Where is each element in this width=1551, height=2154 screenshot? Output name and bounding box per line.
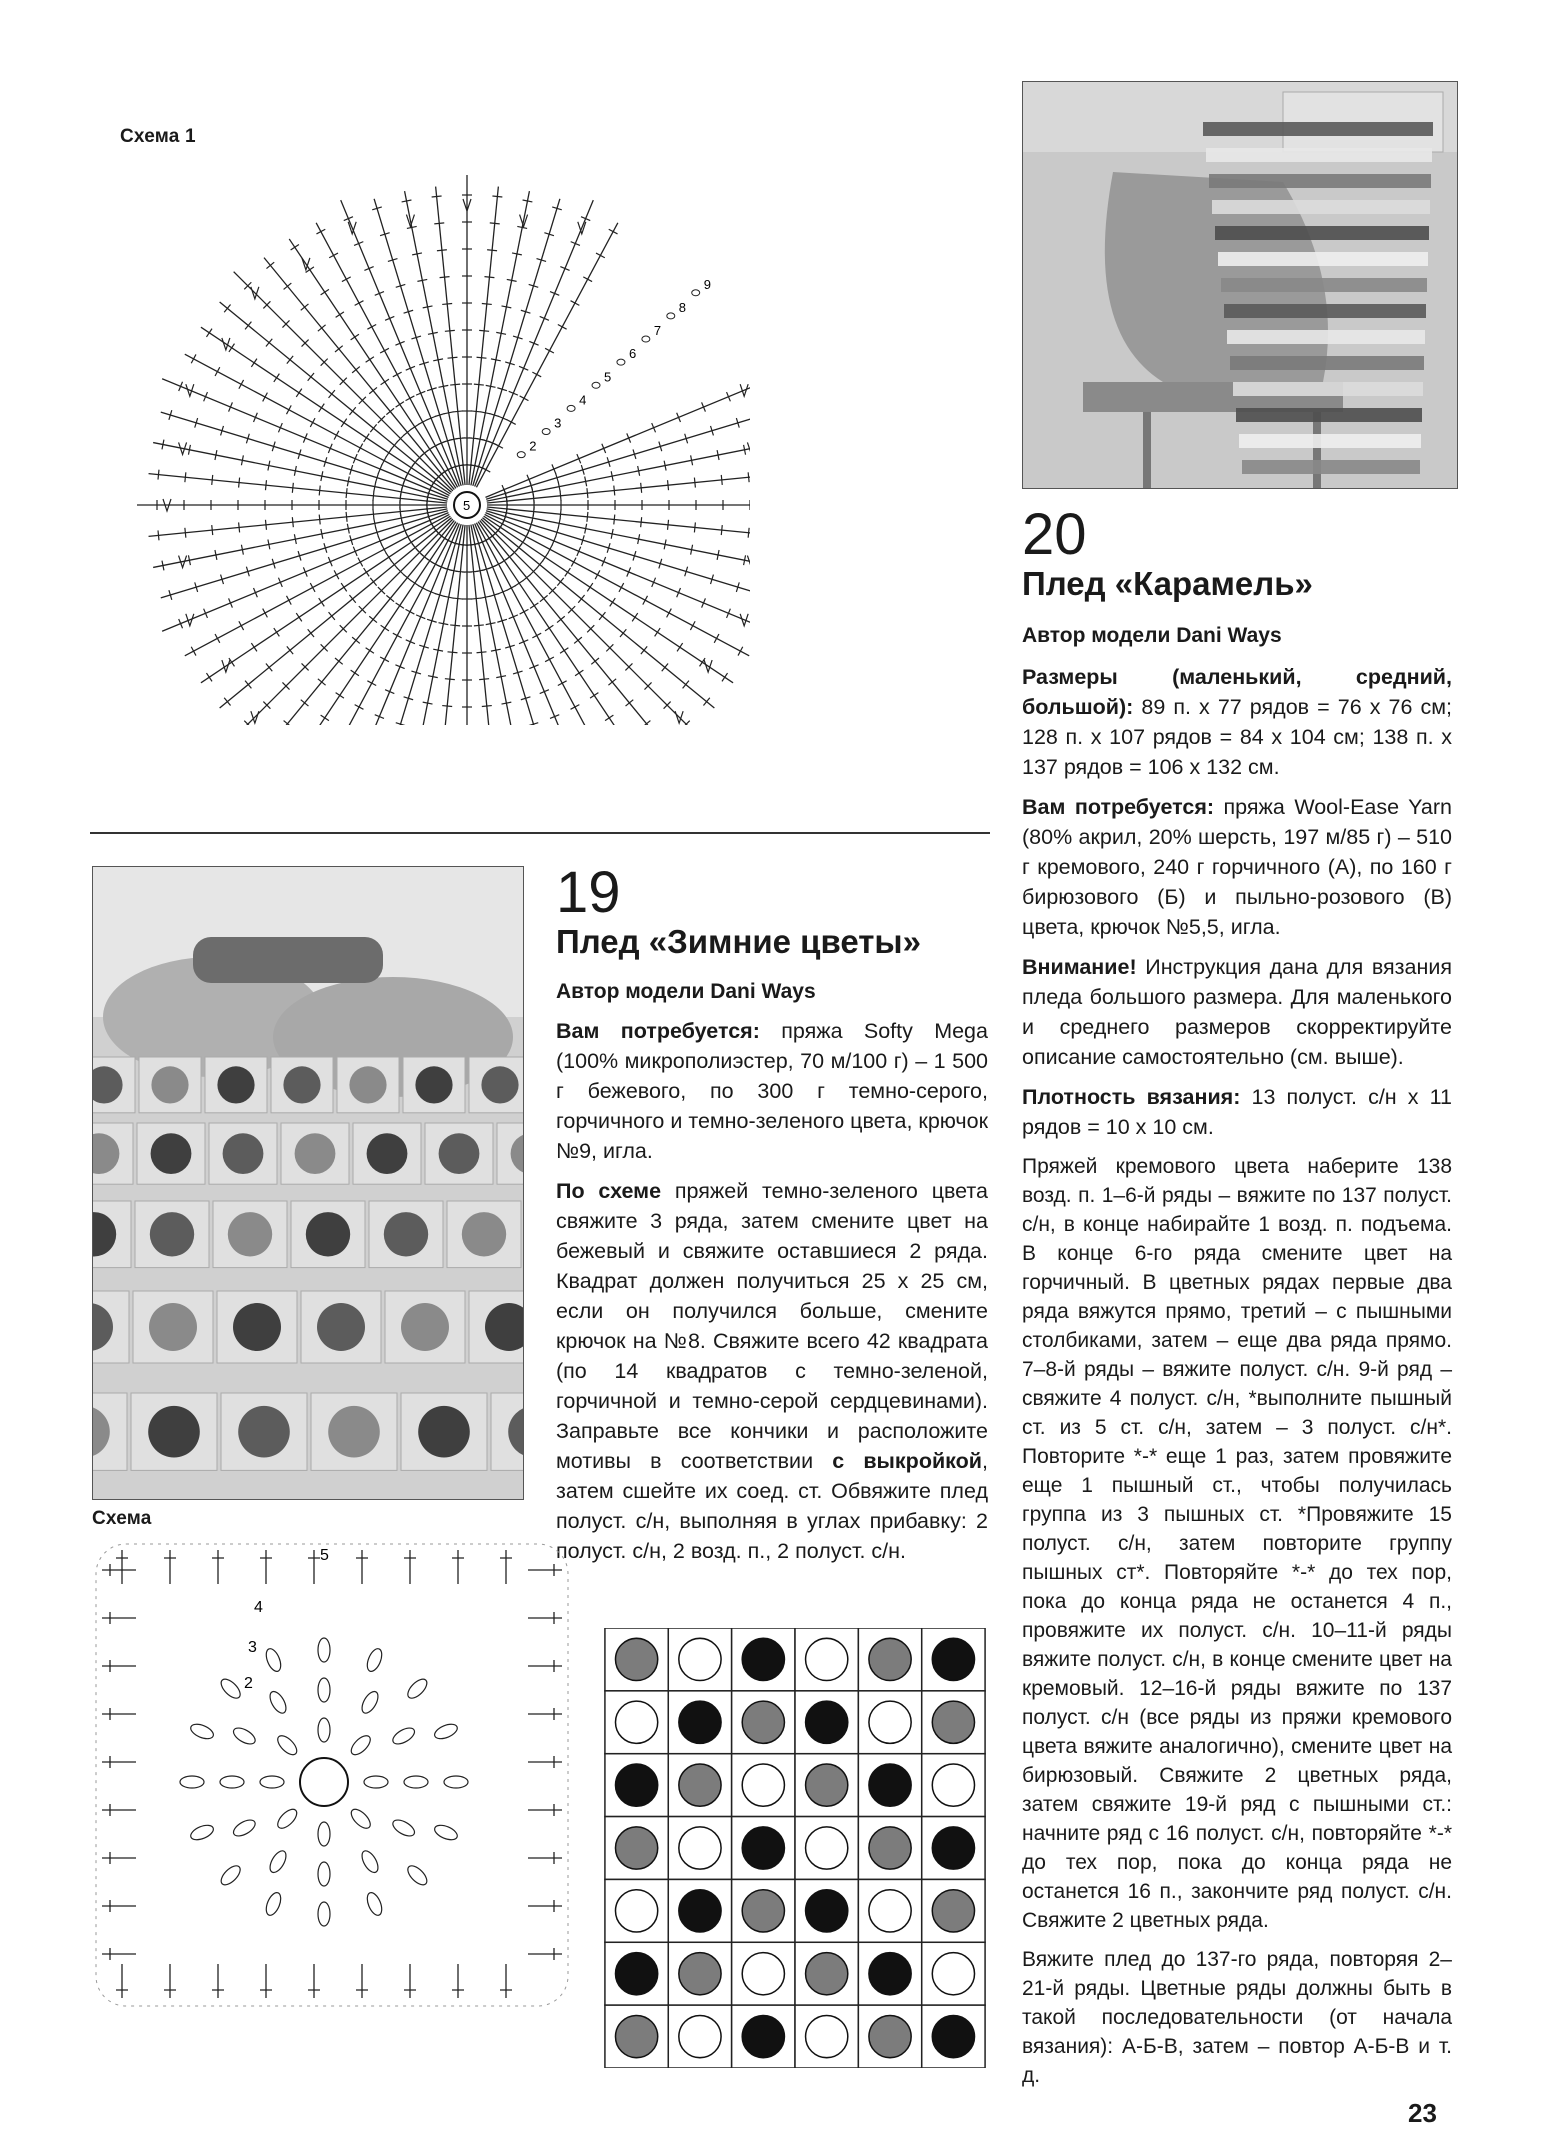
pattern20-density: Плотность вязания: 13 полуст. с/н х 11 рядов = 10 х 10 см. — [1022, 1085, 1452, 1139]
puff-stitch — [275, 1806, 300, 1831]
color-dot — [806, 1827, 848, 1869]
color-dot — [679, 1764, 721, 1806]
scheme1-diagram — [90, 60, 750, 725]
pattern19-author: Автор модели Dani Ways — [556, 980, 816, 1003]
spoke — [264, 520, 454, 725]
puff-stitch — [218, 1863, 243, 1888]
color-dot — [679, 1827, 721, 1869]
spoke — [185, 354, 450, 495]
pattern20-number: 20 — [1022, 502, 1087, 567]
photo-blanket-winter-flowers — [92, 866, 524, 1500]
color-dot — [869, 1890, 911, 1932]
puff-stitch — [231, 1725, 258, 1747]
spoke — [374, 199, 461, 486]
photo-blanket-caramel — [1022, 81, 1458, 489]
puff-stitch — [433, 1822, 460, 1842]
puff-stitch — [263, 1647, 283, 1674]
color-dot — [806, 1890, 848, 1932]
puff-stitch — [220, 1776, 244, 1788]
puff-stitch — [318, 1678, 330, 1702]
color-dot — [932, 1638, 974, 1680]
puff-stitch — [348, 1733, 373, 1758]
pattern19-body — [556, 1016, 988, 1576]
puff-stitch — [364, 1891, 384, 1918]
ring-number: 5 — [604, 369, 612, 385]
puff-stitch — [364, 1776, 388, 1788]
row-number: 3 — [248, 1639, 257, 1656]
spoke — [161, 412, 448, 499]
puff-stitch — [404, 1776, 428, 1788]
ring-number: 2 — [529, 438, 537, 454]
puff-stitch — [189, 1822, 216, 1842]
color-dot — [932, 1827, 974, 1869]
puff-stitch — [318, 1638, 330, 1662]
color-dot — [742, 2015, 784, 2057]
pattern20-sizes: Размеры (маленький, средний, большой): 89 п. х 77 рядов = 76 х 76 см; 128 п. х 107 рядов = 84 х 104 см; 138 п. х 137 рядов = 106 х 132 см. — [1022, 665, 1452, 779]
color-dot — [869, 1638, 911, 1680]
spoke — [487, 507, 750, 536]
spoke — [485, 514, 750, 655]
pattern20-instructions: Пряжей кремового цвета наберите 138 возд. п. 1–6-й ряды – вяжите по 137 полуст. с/н, в конце набирайте 1 возд. п. подъема. В конце 6-го ряда смените цвет на горчичный. В цветных рядах первые два ряда вяжутся прямо, третий – с пышными столбиками, затем – еще два ряда прямо. 7–8-й ряды – вяжите полуст. с/н. 9-й ряд – свяжите 4 полуст. с/н, *выполните пышный ст. из 5 ст. с/н, затем – 3 полуст. с/н*. Повторите *-* еще 1 раз, затем провяжите еще 1 пышный ст., чтобы получилась группа из 3 пышных ст. *Провяжите 15 полуст. с/н, затем повторите группу пышных ст*. Повторяйте *-* до тех пор, пока до конца ряда не останется 4 п., провяжите их полуст. с/н. 10–11-й ряды вяжите полуст. с/н, в конце смените цвет на кремовый. 12–16-й ряды вяжите по 137 полуст. с/н (все ряды из пряжи кремового цвета вяжите аналогично), смените цвет на бирюзовый. Свяжите 2 цветных ряда, затем свяжите 19-й ряд с пышными ст.: начните ряд с 16 полуст. с/н, повторяйте *-* до тех пор, пока до конца ряда не останется 16 п., закончите ряд полуст. с/н. Свяжите 2 цветных ряда. — [1022, 1155, 1452, 1932]
puff-stitch — [405, 1863, 430, 1888]
ring-number: 8 — [678, 299, 687, 315]
ring-number: 4 — [579, 392, 587, 408]
color-dot — [615, 1890, 657, 1932]
spoke — [234, 519, 453, 725]
spoke — [220, 518, 452, 708]
pattern20-title: Плед «Карамель» — [1022, 565, 1313, 602]
spoke — [220, 302, 452, 492]
color-dot — [869, 2015, 911, 2057]
pattern19-materials: Вам потребуется: пряжа Softy Mega (100% микрополиэстер, 70 м/100 г) – 1 500 г бежевого, по 300 г темно-серого, горчичного и темно-зеленого цвета, крючок №9, игла. — [556, 1019, 988, 1163]
puff-stitch — [275, 1733, 300, 1758]
color-dot — [806, 1638, 848, 1680]
puff-stitch — [318, 1862, 330, 1886]
puff-stitch — [267, 1848, 289, 1875]
color-dot — [806, 2015, 848, 2057]
pattern20-body — [1022, 662, 1452, 2100]
color-dot — [869, 1827, 911, 1869]
puff-stitch — [359, 1848, 381, 1875]
puff-stitch — [405, 1676, 430, 1701]
spoke — [487, 474, 750, 503]
puff-stitch — [231, 1817, 258, 1839]
color-dot — [679, 1890, 721, 1932]
color-dot — [806, 1701, 848, 1743]
spoke — [480, 520, 670, 725]
motif-center — [300, 1758, 348, 1806]
ring-number: 7 — [653, 323, 662, 339]
color-dot — [615, 2015, 657, 2057]
spoke — [185, 514, 450, 655]
pattern19-title: Плед «Зимние цветы» — [556, 923, 921, 960]
pattern19-instructions: По схеме пряжей темно-зеленого цвета свяжите 3 ряда, затем смените цвет на бежевый и свяжите оставшиеся 2 ряда. Квадрат должен получиться 25 х 25 см, если он получился больше, смените крючок на №8. Свяжите всего 42 квадрата (по 14 квадратов с темно-зеленой, горчичной и темно-серой сердцевинами). Заправьте все кончики и расположите мотивы в соответствии с выкройкой, затем сшейте их соед. ст. Обвяжите плед полуст. с/н, выполняя в углах прибавку: 2 полуст. с/н, 2 возд. п., 2 полуст. с/н. — [556, 1179, 988, 1563]
puff-stitch — [180, 1776, 204, 1788]
spoke — [482, 518, 714, 708]
color-dot — [932, 1953, 974, 1995]
scheme2-label: Схема — [92, 1508, 152, 1529]
row-number: 2 — [244, 1675, 253, 1692]
ring-number: 5 — [463, 498, 471, 513]
spoke — [487, 509, 750, 568]
puff-stitch — [260, 1776, 284, 1788]
color-dot — [806, 1764, 848, 1806]
color-dot — [932, 1701, 974, 1743]
scheme1-label: Схема 1 — [120, 126, 196, 147]
color-dot — [615, 1953, 657, 1995]
ring-number: 3 — [554, 415, 562, 431]
color-dot — [742, 1638, 784, 1680]
color-dot — [679, 2015, 721, 2057]
color-dot — [869, 1953, 911, 1995]
color-dot — [615, 1638, 657, 1680]
spoke — [473, 199, 560, 486]
puff-stitch — [364, 1647, 384, 1674]
puff-stitch — [318, 1718, 330, 1742]
puff-stitch — [433, 1721, 460, 1741]
pattern20-author: Автор модели Dani Ways — [1022, 624, 1282, 647]
color-dot — [742, 1953, 784, 1995]
color-dot — [932, 1890, 974, 1932]
color-dot — [679, 1953, 721, 1995]
puff-stitch — [267, 1689, 289, 1716]
puff-stitch — [348, 1806, 373, 1831]
spoke — [476, 223, 617, 488]
puff-stitch — [318, 1822, 330, 1846]
puff-stitch — [318, 1902, 330, 1926]
pattern20-attention: Внимание! Инструкция дана для вязания пледа большого размера. Для маленького и среднего размеров скорректируйте описание самостоятельно (см. выше). — [1022, 955, 1452, 1069]
color-dot — [742, 1701, 784, 1743]
color-dot — [615, 1764, 657, 1806]
spoke — [161, 511, 448, 598]
color-dot — [869, 1701, 911, 1743]
spoke — [486, 412, 750, 499]
spoke — [316, 223, 457, 488]
color-dot — [869, 1764, 911, 1806]
color-dot — [615, 1827, 657, 1869]
puff-stitch — [444, 1776, 468, 1788]
puff-stitch — [218, 1676, 243, 1701]
pattern20-materials: Вам потребуется: пряжа Wool-Ease Yarn (80% акрил, 20% шерсть, 197 м/85 г) – 510 г кремового, 240 г горчичного (А), по 160 г бирюзового (Б) и пыльно-розового (В) цвета, крючок №5,5, игла. — [1022, 795, 1452, 939]
spoke — [487, 443, 750, 502]
color-dot — [615, 1701, 657, 1743]
scheme2-diagram — [92, 1540, 572, 2010]
color-layout-grid — [604, 1628, 986, 2068]
puff-stitch — [390, 1817, 417, 1839]
row-number: 4 — [254, 1599, 263, 1616]
color-dot — [742, 1890, 784, 1932]
color-dot — [679, 1701, 721, 1743]
section-divider — [90, 832, 990, 834]
puff-stitch — [390, 1725, 417, 1747]
color-dot — [742, 1764, 784, 1806]
spoke — [264, 258, 454, 490]
puff-stitch — [359, 1689, 381, 1716]
color-dot — [742, 1827, 784, 1869]
color-dot — [679, 1638, 721, 1680]
pattern19-number: 19 — [556, 860, 621, 925]
color-dot — [806, 1953, 848, 1995]
ring-number: 6 — [628, 346, 637, 362]
spoke — [481, 519, 700, 725]
pattern20-final: Вяжите плед до 137-го ряда, повторяя 2–21-й ряды. Цветные ряды должны быть в такой последовательности (от начала вязания): А-Б-В, затем – повтор А-Б-В и т. д. — [1022, 1948, 1452, 2087]
page-number: 23 — [1408, 2098, 1437, 2128]
ring-number: 9 — [703, 276, 711, 292]
row-number: 5 — [320, 1547, 329, 1564]
spoke — [486, 511, 750, 598]
color-dot — [932, 2015, 974, 2057]
color-dot — [932, 1764, 974, 1806]
puff-stitch — [263, 1891, 283, 1918]
puff-stitch — [189, 1721, 216, 1741]
